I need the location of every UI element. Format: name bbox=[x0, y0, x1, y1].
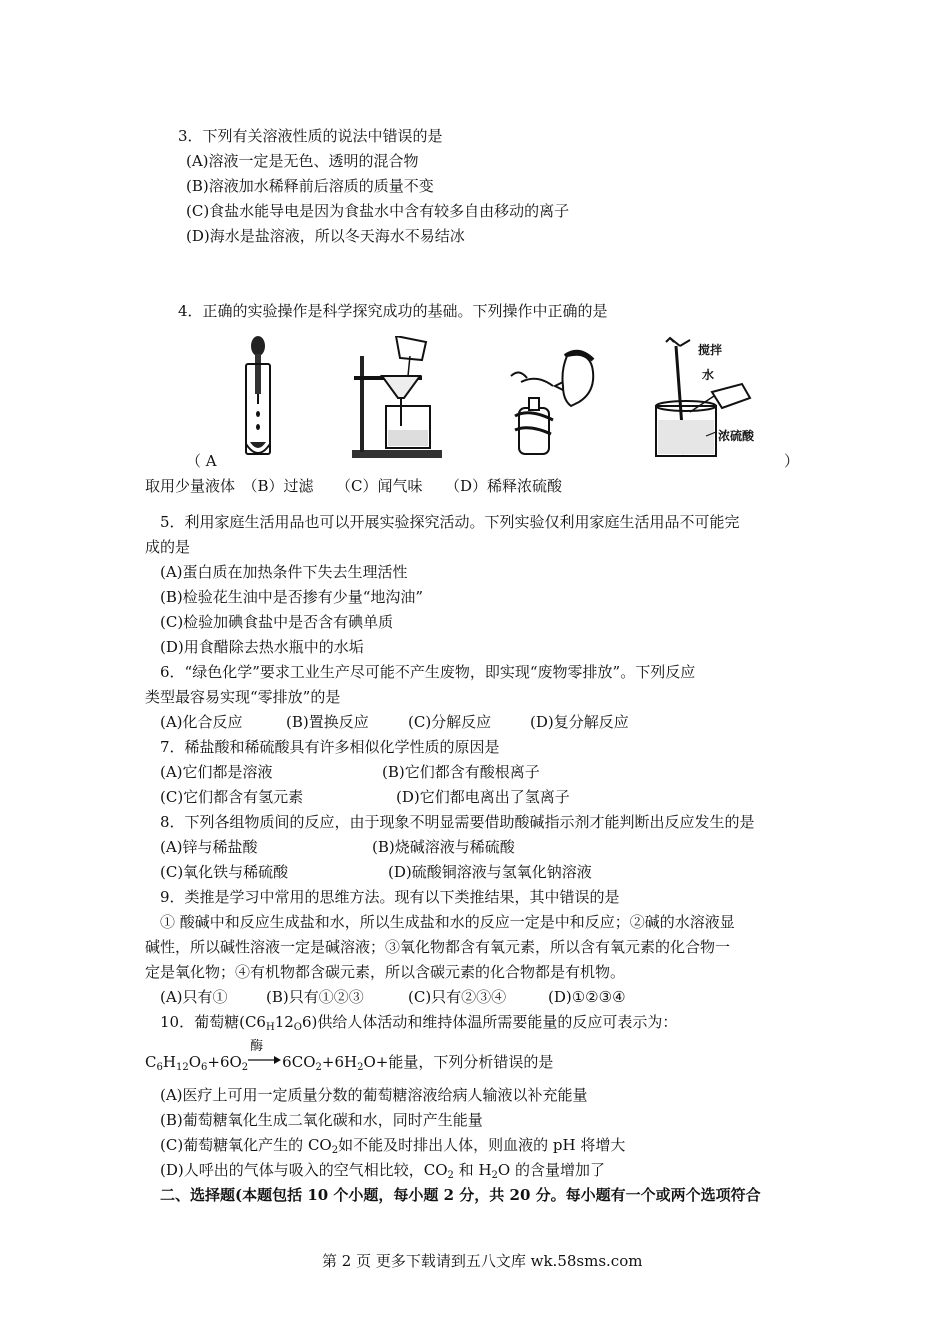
q5-option-b: (B)检验花生油中是否掺有少量“地沟油” bbox=[160, 588, 424, 606]
conc-acid-label: 浓硫酸 bbox=[718, 429, 755, 443]
q10-option-b: (B)葡萄糖氧化生成二氧化碳和水，同时产生能量 bbox=[160, 1111, 483, 1129]
q5-option-c: (C)检验加碘食盐中是否含有碘单质 bbox=[160, 613, 394, 631]
glucose-oxidation-equation: $C_6H_{12}O_6+6O_2$ 酶 $6CO_2+6H_2O+$能量，下列分析错误的是 bbox=[145, 1039, 554, 1073]
q5-stem-line1: 5．利用家庭生活用品也可以开展实验探究活动。下列实验仅利用家庭生活用品不可能完 bbox=[160, 513, 740, 531]
q7-option-b: (B)它们都含有酸根离子 bbox=[382, 763, 540, 781]
enzyme-label: 酶 bbox=[250, 1039, 264, 1054]
page-footer: 第 2 页 更多下载请到五八文库 wk.58sms.com bbox=[322, 1252, 643, 1270]
q4-answer-paren-open: （ A bbox=[186, 452, 217, 470]
q9-body-line1: ① 酸碱中和反应生成盐和水，所以生成盐和水的反应一定是中和反应；②碱的水溶液显 bbox=[160, 913, 735, 931]
q4-figure-captions: 取用少量液体 （B）过滤 （C）闻气味 （D）稀释浓硫酸 bbox=[145, 477, 563, 495]
q8-option-c: (C)氧化铁与稀硫酸 bbox=[160, 863, 289, 881]
reaction-arrow bbox=[248, 1039, 282, 1072]
q3-option-b: (B)溶液加水稀释前后溶质的质量不变 bbox=[186, 177, 434, 195]
smelling-gas-figure bbox=[505, 346, 595, 458]
q6-option-b: (B)置换反应 bbox=[286, 713, 369, 731]
q6-stem-line1: 6．“绿色化学”要求工业生产尽可能不产生废物，即实现“废物零排放”。下列反应 bbox=[160, 663, 696, 681]
q6-option-d: (D)复分解反应 bbox=[530, 713, 629, 731]
q8-option-b: (B)烧碱溶液与稀硫酸 bbox=[372, 838, 515, 856]
q6-option-a: (A)化合反应 bbox=[160, 713, 243, 731]
q5-option-d: (D)用食醋除去热水瓶中的水垢 bbox=[160, 638, 364, 656]
q10-stem: 10．葡萄糖$(C6_H12_O6)$供给人体活动和维持体温所需要能量的反应可表示为： bbox=[160, 1013, 678, 1033]
q9-body-line2: 碱性，所以碱性溶液一定是碱溶液；③氧化物都含有氧元素，所以含有氧元素的化合物一 bbox=[145, 938, 731, 956]
q9-option-c: (C)只有②③④ bbox=[408, 988, 507, 1006]
q9-option-d: (D)①②③④ bbox=[548, 988, 626, 1006]
stir-label: 搅拌 bbox=[698, 343, 723, 357]
q8-stem: 8．下列各组物质间的反应，由于现象不明显需要借助酸碱指示剂才能判断出反应发生的是 bbox=[160, 813, 755, 831]
q8-option-d: (D)硫酸铜溶液与氢氧化钠溶液 bbox=[388, 863, 592, 881]
water-label: 水 bbox=[702, 368, 715, 382]
q10-option-a: (A)医疗上可用一定质量分数的葡萄糖溶液给病人输液以补充能量 bbox=[160, 1086, 588, 1104]
q5-stem-line2: 成的是 bbox=[145, 538, 191, 556]
q3-option-a: (A)溶液一定是无色、透明的混合物 bbox=[186, 152, 419, 170]
q10-option-d: (D)人呼出的气体与吸入的空气相比较，$CO_2$ 和 $H_2O$ 的含量增加了 bbox=[160, 1161, 605, 1181]
dropper-in-test-tube-figure bbox=[238, 334, 278, 464]
q7-option-d: (D)它们都电离出了氢离子 bbox=[396, 788, 570, 806]
q3-option-d: (D)海水是盐溶液，所以冬天海水不易结冰 bbox=[186, 227, 465, 245]
q9-option-a: (A)只有① bbox=[160, 988, 228, 1006]
q7-option-c: (C)它们都含有氢元素 bbox=[160, 788, 304, 806]
q4-stem: 4．正确的实验操作是科学探究成功的基础。下列操作中正确的是 bbox=[178, 302, 608, 320]
q9-option-b: (B)只有①②③ bbox=[266, 988, 364, 1006]
q10-option-c: (C)葡萄糖氧化产生的 $CO_2$如不能及时排出人体，则血液的 pH 将增大 bbox=[160, 1136, 626, 1156]
q6-option-c: (C)分解反应 bbox=[408, 713, 492, 731]
filtration-apparatus-figure bbox=[352, 336, 472, 460]
q4-answer-paren-close: ） bbox=[784, 452, 800, 470]
q7-stem: 7．稀盐酸和稀硫酸具有许多相似化学性质的原因是 bbox=[160, 738, 500, 756]
q9-stem: 9．类推是学习中常用的思维方法。现有以下类推结果，其中错误的是 bbox=[160, 888, 620, 906]
q3-option-c: (C)食盐水能导电是因为食盐水中含有较多自由移动的离子 bbox=[186, 202, 570, 220]
q3-stem: 3．下列有关溶液性质的说法中错误的是 bbox=[178, 127, 443, 145]
section-2-heading: 二、选择题(本题包括 10 个小题，每小题 2 分，共 20 分。每小题有一个或两个选项符合 bbox=[160, 1186, 761, 1204]
q7-option-a: (A)它们都是溶液 bbox=[160, 763, 273, 781]
q5-option-a: (A)蛋白质在加热条件下失去生理活性 bbox=[160, 563, 408, 581]
q9-body-line3: 定是氧化物；④有机物都含碳元素，所以含碳元素的化合物都是有机物。 bbox=[145, 963, 626, 981]
q8-option-a: (A)锌与稀盐酸 bbox=[160, 838, 258, 856]
q6-stem-line2: 类型最容易实现“零排放”的是 bbox=[145, 688, 341, 706]
